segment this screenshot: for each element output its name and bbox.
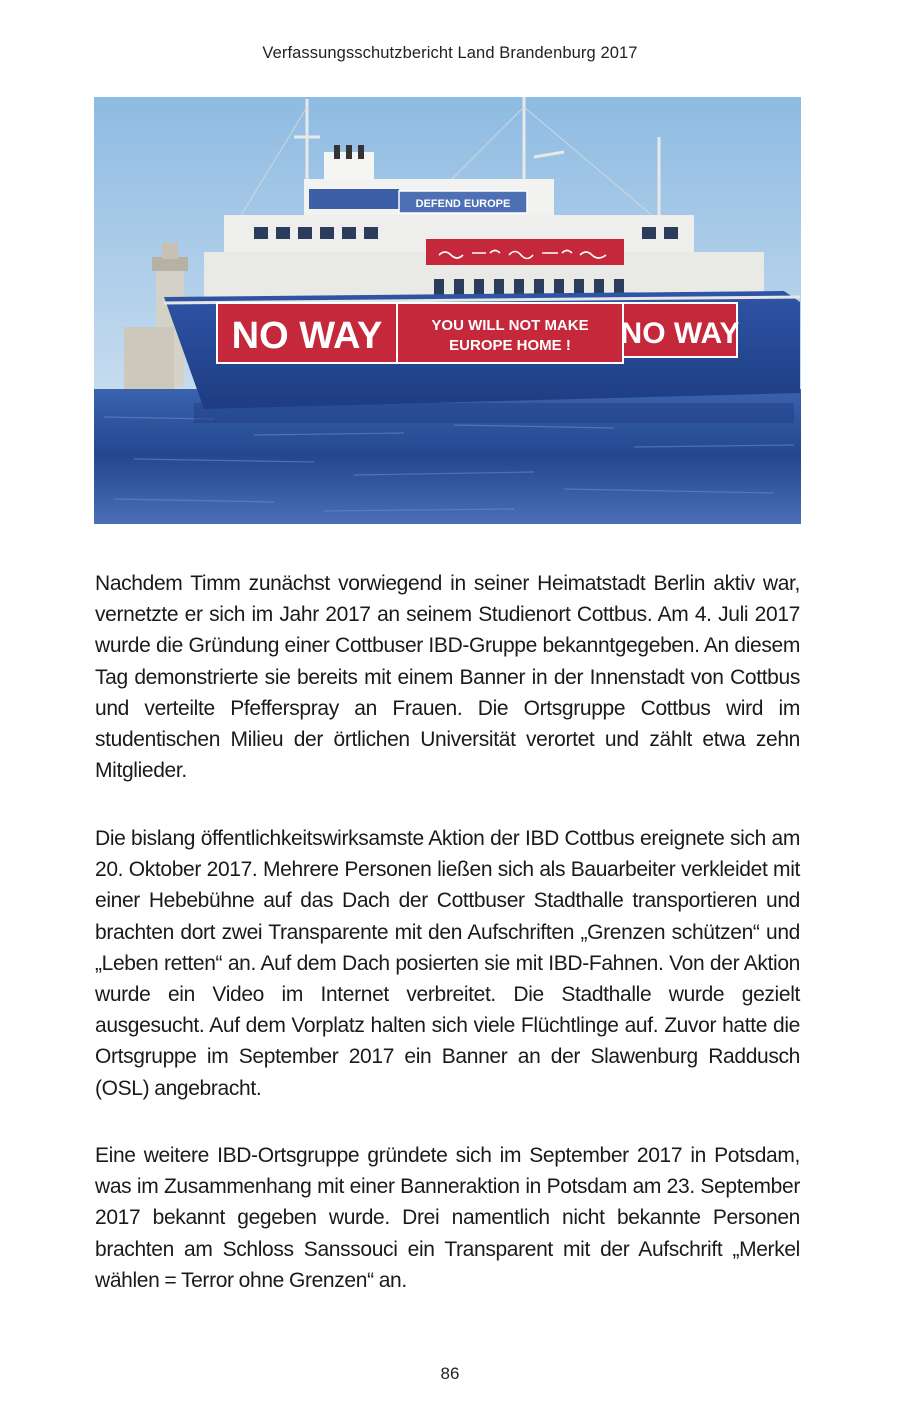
banner-left-text: NO WAY	[231, 315, 383, 357]
hull-reflection	[194, 403, 794, 423]
paragraph-2: Die bislang öffentlichkeitswirksamste Aktion der IBD Cottbus ereignete sich am 20. Oktober 2017. Mehrere Personen ließen sich als Bauarbeiter verkleidet mit einer Hebebühne auf das Dach der Cottbuser Stadthalle transportieren und brachten dort zwei Transparente mit den Aufschriften „Grenzen schützen“ und „Leben retten“ an. Auf dem Dach posierten sie mit IBD-Fahnen. Von der Aktion wurde ein Video im Internet verbreitet. Die Stadthalle wurde gezielt ausgesucht. Auf dem Vorplatz halten sich viele Flüchtlinge auf. Zuvor hatte die Ortsgruppe im September 2017 ein Banner an der Slawenburg Raddusch (OSL) angebracht.	[95, 827, 800, 1100]
banner-center-line2: EUROPE HOME !	[449, 337, 571, 354]
top-banner-text: DEFEND EUROPE	[415, 198, 511, 210]
paragraph-3: Eine weitere IBD-Ortsgruppe gründete sich im September 2017 in Potsdam, was im Zusammenhang mit einer Banneraktion in Potsdam am 23. September 2017 bekannt gegeben wurde. Drei namentlich nicht bekannte Personen brachten am Schloss Sanssouci ein Transparent mit der Aufschrift „Merkel wählen = Terror ohne Grenzen“ an.	[95, 1144, 800, 1292]
banner-center-line1: YOU WILL NOT MAKE	[431, 317, 589, 334]
page-number: 86	[440, 1364, 460, 1383]
arabic-banner	[426, 239, 624, 265]
ship-photo-illustration	[94, 97, 801, 524]
banner-right-text: NO WAY	[620, 317, 740, 350]
running-header: Verfassungsschutzbericht Land Brandenburg 2017	[262, 44, 638, 62]
ship-photo	[94, 97, 801, 524]
paragraph-1: Nachdem Timm zunächst vorwiegend in seiner Heimatstadt Berlin aktiv war, vernetzte er sich im Jahr 2017 an seinem Studienort Cottbus. Am 4. Juli 2017 wurde die Gründung einer Cottbuser IBD-Gruppe bekanntgegeben. An diesem Tag demonstrierte sie bereits mit einem Banner in der Innenstadt von Cottbus und verteilte Pfefferspray an Frauen. Die Ortsgruppe Cottbus wird im studentischen Milieu der örtlichen Universität verortet und zählt etwa zehn Mitglieder.	[95, 572, 800, 783]
